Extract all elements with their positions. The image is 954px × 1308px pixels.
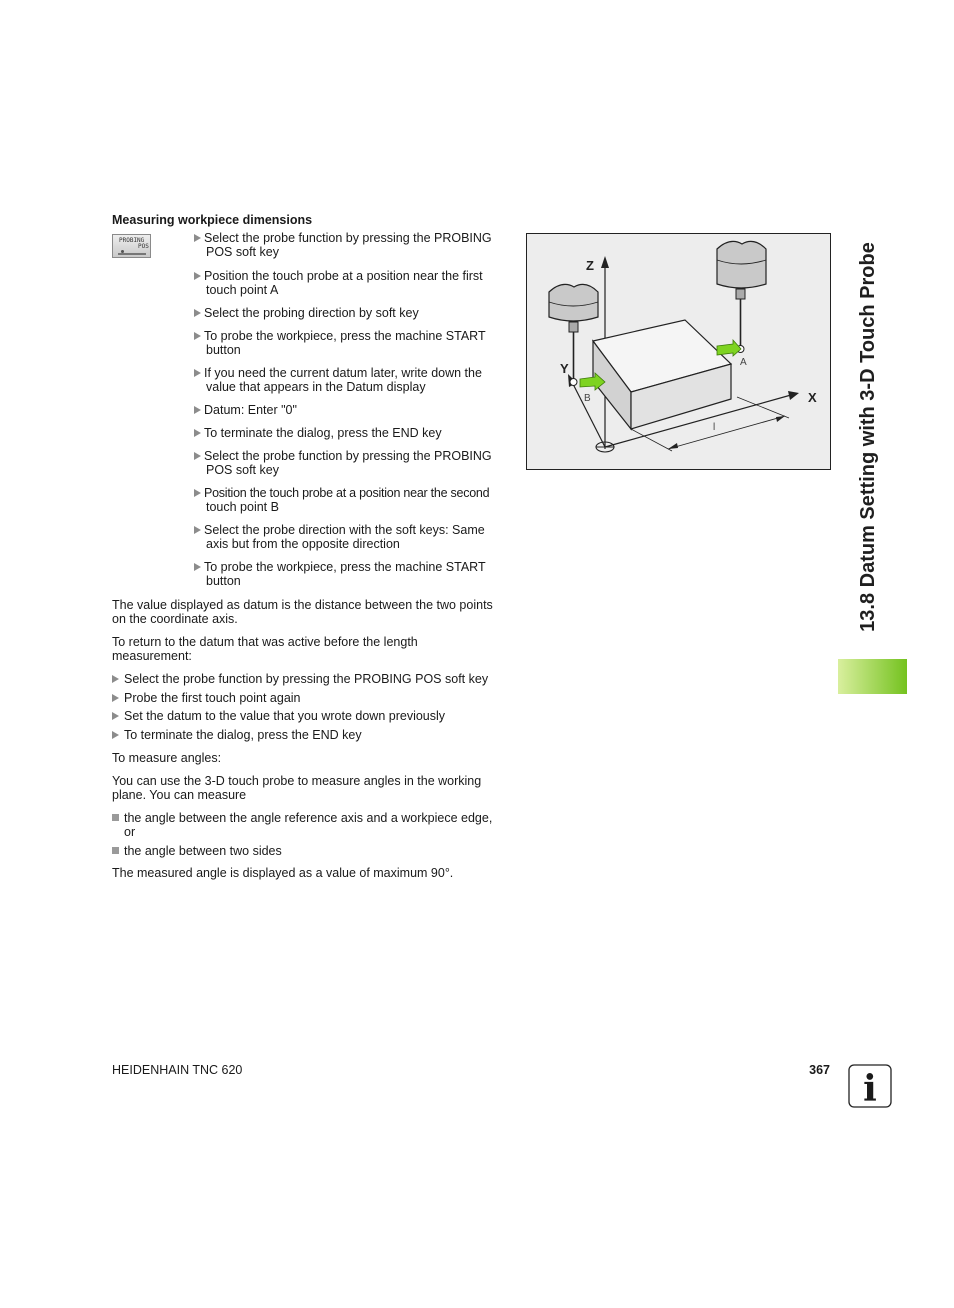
return-step-text: To terminate the dialog, press the END key — [124, 728, 362, 742]
return-step-text: Set the datum to the value that you wrote down previously — [124, 709, 446, 723]
touch-point-b-label: B — [584, 393, 591, 404]
step-text: Select the probing direction by soft key — [204, 306, 419, 320]
footer-product-name: HEIDENHAIN TNC 620 — [112, 1063, 243, 1077]
y-axis-label: Y — [560, 361, 569, 376]
length-dimension-line — [668, 416, 785, 449]
step-text: Datum: Enter "0" — [204, 403, 297, 417]
arrow-right-icon — [112, 694, 119, 702]
softkey-label-line1: PROBING — [119, 237, 145, 244]
softkey-label-line2: POS — [138, 243, 149, 250]
touch-probe-a-icon — [717, 241, 766, 352]
step-text: To terminate the dialog, press the END key — [204, 426, 442, 440]
arrow-right-icon — [194, 234, 201, 242]
touch-probe-b-icon — [549, 284, 598, 385]
paragraph-measure-angles: To measure angles: — [112, 751, 222, 765]
paragraph-can-measure — [112, 774, 512, 802]
probing-direction-arrow-a — [717, 340, 741, 356]
arrow-right-icon — [194, 489, 201, 497]
chapter-tab-marker — [838, 659, 907, 694]
step-text-cont: axis but from the opposite direction — [206, 537, 400, 551]
step-text-cont: button — [206, 574, 241, 588]
step-text-cont: touch point B — [206, 500, 279, 514]
info-icon — [848, 1064, 892, 1108]
arrow-right-icon — [194, 369, 201, 377]
step-text: Select the probe direction with the soft keys: Same — [204, 523, 485, 537]
step-text: Select the probe function by pressing the PROBING — [204, 449, 492, 463]
paragraph-return-datum — [112, 635, 512, 663]
step-text: Position the touch probe at a position near the second — [204, 486, 490, 500]
arrow-right-icon — [112, 731, 119, 739]
step-text: To probe the workpiece, press the machine START — [204, 560, 486, 574]
step-text-cont: value that appears in the Datum display — [206, 380, 426, 394]
arrow-right-icon — [194, 429, 201, 437]
square-bullet-icon — [112, 847, 119, 854]
x-axis-label: X — [808, 390, 817, 405]
arrow-right-icon — [194, 332, 201, 340]
arrow-right-icon — [194, 272, 201, 280]
probe-measurement-figure — [526, 233, 831, 470]
length-label: l — [713, 422, 716, 433]
step-text: If you need the current datum later, write down the — [204, 366, 482, 380]
paragraph-max-angle: The measured angle is displayed as a value of maximum 90°. — [112, 866, 454, 880]
touch-point-a-label: A — [740, 357, 747, 368]
return-step-text: Select the probe function by pressing the PROBING POS soft key — [124, 672, 489, 686]
step-text-cont: touch point A — [206, 283, 279, 297]
paragraph-datum-distance — [112, 598, 512, 626]
step-text: Select the probe function by pressing the PROBING — [204, 231, 492, 245]
paragraph-line: measurement: — [112, 649, 192, 663]
y-axis-line — [572, 382, 605, 447]
page-number: 367 — [809, 1063, 830, 1077]
bullet-text: the angle between two sides — [124, 844, 282, 858]
paragraph-line: The value displayed as datum is the distance between the two points — [112, 598, 493, 612]
arrow-right-icon — [194, 406, 201, 414]
arrow-right-icon — [194, 526, 201, 534]
step-text-cont: POS soft key — [206, 245, 279, 259]
probe-diagram — [527, 234, 830, 469]
paragraph-line: on the coordinate axis. — [112, 612, 238, 626]
paragraph-line: You can use the 3-D touch probe to measure angles in the working — [112, 774, 482, 788]
step-text-cont: button — [206, 343, 241, 357]
arrow-right-icon — [112, 675, 119, 683]
arrow-right-icon — [194, 452, 201, 460]
bullet-text: the angle between the angle reference axis and a workpiece edge, — [124, 811, 493, 825]
return-step-text: Probe the first touch point again — [124, 691, 301, 705]
section-heading: Measuring workpiece dimensions — [112, 213, 313, 227]
square-bullet-icon — [112, 814, 119, 821]
z-axis-arrowhead — [601, 256, 609, 268]
info-glyph: i — [863, 1068, 877, 1108]
step-text: To probe the workpiece, press the machine START — [204, 329, 486, 343]
arrow-right-icon — [194, 309, 201, 317]
probing-pos-softkey-icon — [112, 234, 151, 258]
step-text: Position the touch probe at a position near the first — [204, 269, 483, 283]
arrow-right-icon — [194, 563, 201, 571]
paragraph-line: To return to the datum that was active before the length — [112, 635, 418, 649]
paragraph-line: plane. You can measure — [112, 788, 247, 802]
x-axis-arrowhead — [788, 391, 799, 400]
z-axis-label: Z — [586, 258, 594, 273]
step-text-cont: POS soft key — [206, 463, 279, 477]
chapter-side-title-text: 13.8 Datum Setting with 3-D Touch Probe — [857, 241, 879, 632]
arrow-right-icon — [112, 712, 119, 720]
bullet-text-cont: or — [124, 825, 136, 839]
surface-bar-icon — [118, 253, 146, 255]
chapter-side-title — [838, 214, 898, 659]
